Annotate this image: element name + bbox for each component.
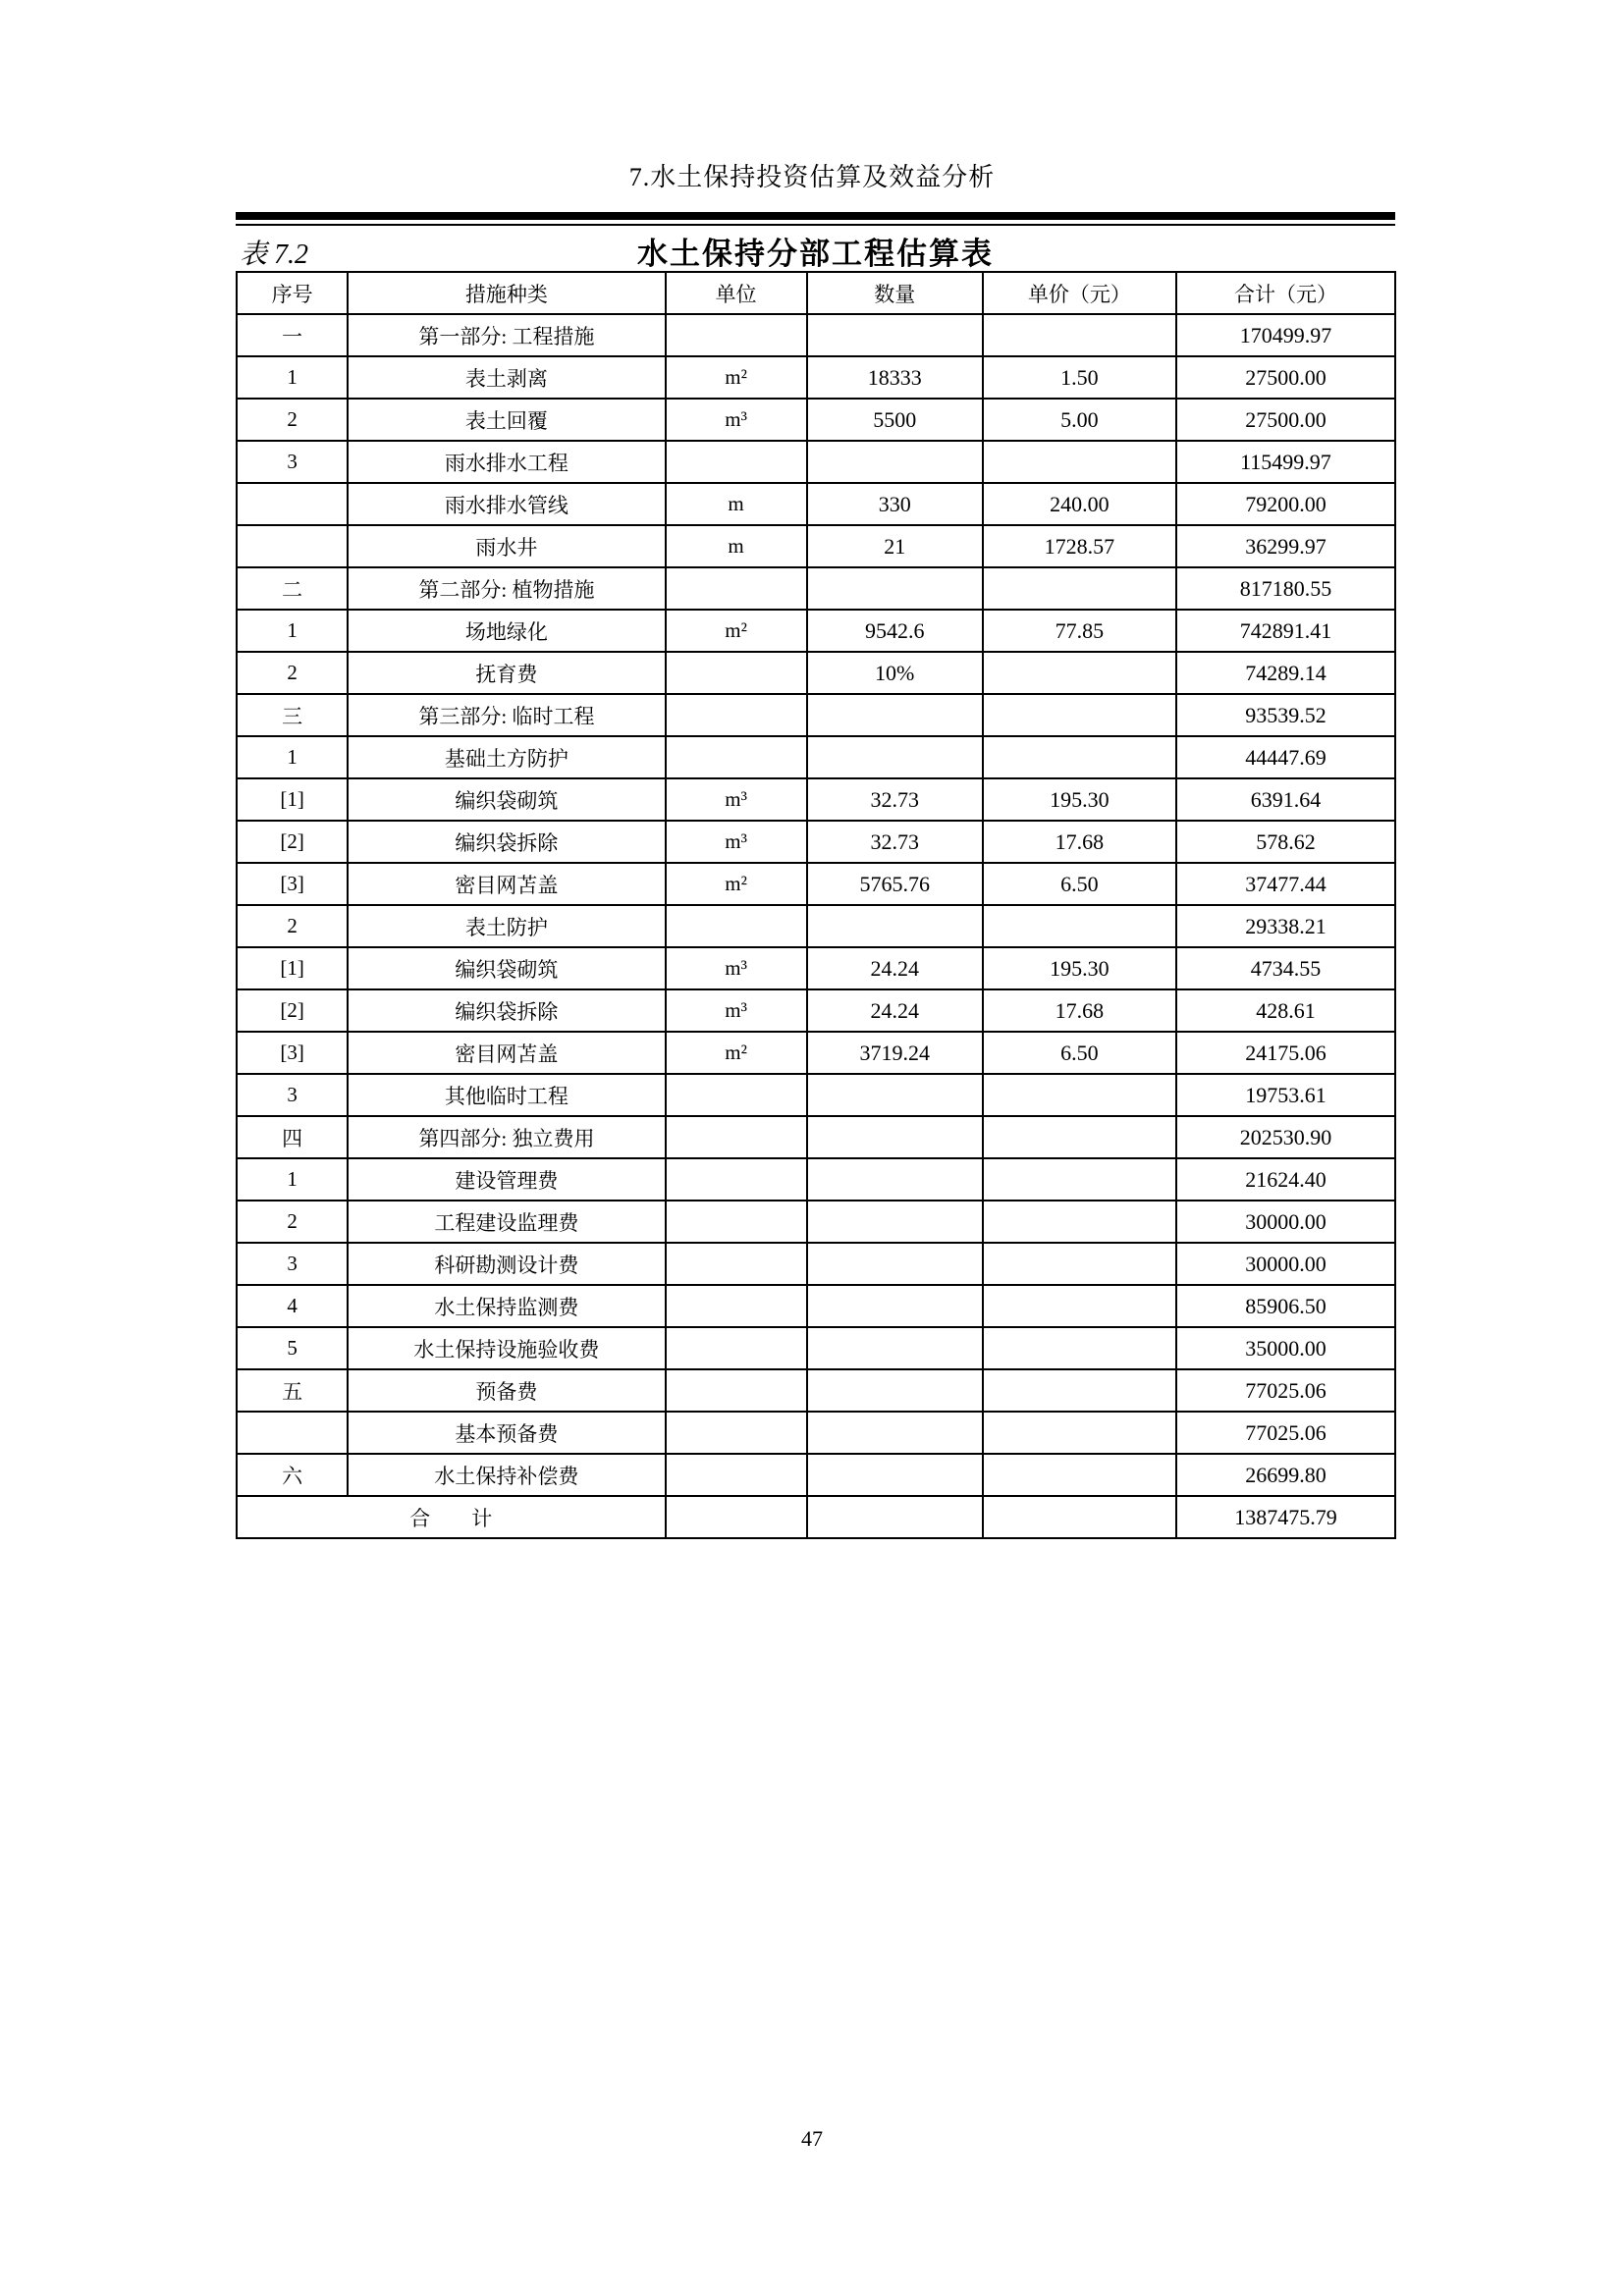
cell-no: 1: [237, 1158, 348, 1201]
cell-unit-price: [983, 694, 1176, 736]
cell-name: 第二部分: 植物措施: [348, 567, 665, 610]
cell-no: [2]: [237, 989, 348, 1032]
cell-total: 30000.00: [1176, 1243, 1395, 1285]
cell-unit: [666, 441, 807, 483]
table-row: [237, 1116, 1395, 1158]
cell-unit-price: 17.68: [983, 989, 1176, 1032]
cell-unit: m²: [666, 863, 807, 905]
cell-name: 合 计: [237, 1496, 666, 1538]
column-header: 单位: [666, 272, 807, 314]
cell-total: 578.62: [1176, 821, 1395, 863]
cell-no: 2: [237, 652, 348, 694]
cell-quantity: 24.24: [807, 947, 983, 989]
cell-total: 1387475.79: [1176, 1496, 1395, 1538]
cell-total: 19753.61: [1176, 1074, 1395, 1116]
cell-total: 202530.90: [1176, 1116, 1395, 1158]
cell-quantity: [807, 1243, 983, 1285]
cell-unit-price: [983, 1116, 1176, 1158]
cell-unit: [666, 694, 807, 736]
cell-unit: m²: [666, 610, 807, 652]
cell-unit: [666, 1158, 807, 1201]
cell-no: [3]: [237, 863, 348, 905]
table-row: [237, 1412, 1395, 1454]
cell-unit-price: [983, 1412, 1176, 1454]
cell-unit: [666, 652, 807, 694]
table-label: 表 7.2: [240, 240, 309, 270]
cell-no: [237, 1412, 348, 1454]
cell-no: 2: [237, 1201, 348, 1243]
cell-no: 2: [237, 399, 348, 441]
cell-no: [237, 525, 348, 567]
cell-quantity: [807, 1496, 983, 1538]
cell-name: 雨水排水管线: [348, 483, 665, 525]
cell-unit: m³: [666, 989, 807, 1032]
table-row: [237, 1243, 1395, 1285]
cell-quantity: [807, 314, 983, 356]
cell-no: 五: [237, 1369, 348, 1412]
cell-name: 科研勘测设计费: [348, 1243, 665, 1285]
cell-unit: m: [666, 483, 807, 525]
cell-total: 21624.40: [1176, 1158, 1395, 1201]
cell-unit: [666, 1243, 807, 1285]
cell-quantity: 10%: [807, 652, 983, 694]
table-row: [237, 1327, 1395, 1369]
cell-no: 三: [237, 694, 348, 736]
table-row: [237, 610, 1395, 652]
cell-unit-price: [983, 1201, 1176, 1243]
cell-unit: m³: [666, 947, 807, 989]
table-row: [237, 694, 1395, 736]
cell-unit: m²: [666, 1032, 807, 1074]
table-row: [237, 947, 1395, 989]
cell-name: 表土防护: [348, 905, 665, 947]
column-header: 措施种类: [348, 272, 665, 314]
table-row: [237, 1369, 1395, 1412]
cell-no: 5: [237, 1327, 348, 1369]
cell-name: 第一部分: 工程措施: [348, 314, 665, 356]
cell-total: 115499.97: [1176, 441, 1395, 483]
table-row: [237, 567, 1395, 610]
table-row: [237, 1158, 1395, 1201]
cell-unit-price: [983, 1158, 1176, 1201]
cell-name: 第三部分: 临时工程: [348, 694, 665, 736]
table-row: [237, 399, 1395, 441]
table-row: [237, 989, 1395, 1032]
cell-unit-price: 195.30: [983, 778, 1176, 821]
cell-unit: [666, 1454, 807, 1496]
cell-total: 74289.14: [1176, 652, 1395, 694]
cell-quantity: [807, 441, 983, 483]
cell-unit-price: 240.00: [983, 483, 1176, 525]
cell-unit-price: 17.68: [983, 821, 1176, 863]
cell-name: 表土回覆: [348, 399, 665, 441]
cell-total: 27500.00: [1176, 399, 1395, 441]
cell-total: 29338.21: [1176, 905, 1395, 947]
cell-name: 密目网苫盖: [348, 863, 665, 905]
cell-unit: [666, 1074, 807, 1116]
cell-unit: [666, 314, 807, 356]
cell-quantity: [807, 1285, 983, 1327]
cell-name: 基础土方防护: [348, 736, 665, 778]
cell-total: 77025.06: [1176, 1369, 1395, 1412]
cell-quantity: [807, 1454, 983, 1496]
cell-unit: m³: [666, 399, 807, 441]
cell-name: 水土保持设施验收费: [348, 1327, 665, 1369]
cell-unit: [666, 1496, 807, 1538]
cell-unit-price: [983, 567, 1176, 610]
cell-unit-price: [983, 1243, 1176, 1285]
table-row: [237, 736, 1395, 778]
chapter-header: 7.水土保持投资估算及效益分析: [628, 163, 996, 191]
cell-quantity: 18333: [807, 356, 983, 399]
cell-name: 编织袋拆除: [348, 821, 665, 863]
cell-name: 预备费: [348, 1369, 665, 1412]
cell-unit-price: [983, 1454, 1176, 1496]
cell-unit-price: [983, 1496, 1176, 1538]
cell-unit-price: 77.85: [983, 610, 1176, 652]
table-row: [237, 483, 1395, 525]
cell-unit-price: [983, 736, 1176, 778]
cell-name: 雨水排水工程: [348, 441, 665, 483]
cell-name: 建设管理费: [348, 1158, 665, 1201]
cell-no: 1: [237, 356, 348, 399]
cell-name: 雨水井: [348, 525, 665, 567]
cell-no: 1: [237, 610, 348, 652]
table-row: [237, 356, 1395, 399]
cell-quantity: [807, 694, 983, 736]
cell-total: 93539.52: [1176, 694, 1395, 736]
cell-total: 79200.00: [1176, 483, 1395, 525]
cell-quantity: [807, 1201, 983, 1243]
cell-name: 第四部分: 独立费用: [348, 1116, 665, 1158]
cell-name: 编织袋拆除: [348, 989, 665, 1032]
cell-no: [3]: [237, 1032, 348, 1074]
cell-name: 编织袋砌筑: [348, 778, 665, 821]
cell-total: 742891.41: [1176, 610, 1395, 652]
cell-no: [1]: [237, 778, 348, 821]
column-header: 单价（元）: [983, 272, 1176, 314]
estimate-table: [236, 271, 1396, 1539]
cell-unit: [666, 736, 807, 778]
cell-name: 密目网苫盖: [348, 1032, 665, 1074]
table-title: 水土保持分部工程估算表: [637, 237, 994, 271]
cell-quantity: [807, 1116, 983, 1158]
cell-total: 30000.00: [1176, 1201, 1395, 1243]
cell-no: 二: [237, 567, 348, 610]
column-header: 数量: [807, 272, 983, 314]
table-row: [237, 863, 1395, 905]
table-row: [237, 821, 1395, 863]
table-row: [237, 778, 1395, 821]
table-row: [237, 905, 1395, 947]
table-row: [237, 1454, 1395, 1496]
cell-total: 44447.69: [1176, 736, 1395, 778]
cell-unit: [666, 1412, 807, 1454]
cell-total: 26699.80: [1176, 1454, 1395, 1496]
cell-unit: [666, 1201, 807, 1243]
cell-quantity: [807, 1369, 983, 1412]
cell-no: [2]: [237, 821, 348, 863]
cell-name: 编织袋砌筑: [348, 947, 665, 989]
cell-no: [237, 483, 348, 525]
cell-unit-price: [983, 652, 1176, 694]
cell-unit-price: 195.30: [983, 947, 1176, 989]
table-row: [237, 314, 1395, 356]
cell-name: 工程建设监理费: [348, 1201, 665, 1243]
cell-total: 35000.00: [1176, 1327, 1395, 1369]
table-row: [237, 525, 1395, 567]
table-row: [237, 1074, 1395, 1116]
cell-name: 水土保持监测费: [348, 1285, 665, 1327]
cell-quantity: 330: [807, 483, 983, 525]
cell-unit-price: 5.00: [983, 399, 1176, 441]
cell-unit-price: [983, 314, 1176, 356]
cell-quantity: [807, 1158, 983, 1201]
cell-total: 85906.50: [1176, 1285, 1395, 1327]
page-number: 47: [801, 2126, 823, 2151]
cell-unit-price: [983, 1327, 1176, 1369]
header-double-rule: [236, 212, 1395, 226]
column-header: 合计（元）: [1176, 272, 1395, 314]
cell-quantity: 24.24: [807, 989, 983, 1032]
cell-unit: m³: [666, 778, 807, 821]
cell-quantity: 3719.24: [807, 1032, 983, 1074]
cell-name: 场地绿化: [348, 610, 665, 652]
cell-unit: [666, 1327, 807, 1369]
table-header-row: [237, 272, 1395, 314]
cell-total: 36299.97: [1176, 525, 1395, 567]
table-row: [237, 652, 1395, 694]
cell-no: 四: [237, 1116, 348, 1158]
cell-total: 4734.55: [1176, 947, 1395, 989]
cell-quantity: 5500: [807, 399, 983, 441]
cell-unit: [666, 567, 807, 610]
cell-unit: m³: [666, 821, 807, 863]
table-body: [237, 314, 1395, 1538]
cell-quantity: [807, 905, 983, 947]
cell-total: 77025.06: [1176, 1412, 1395, 1454]
cell-name: 其他临时工程: [348, 1074, 665, 1116]
cell-name: 表土剥离: [348, 356, 665, 399]
cell-total: 817180.55: [1176, 567, 1395, 610]
cell-unit-price: [983, 905, 1176, 947]
cell-total: 27500.00: [1176, 356, 1395, 399]
cell-unit-price: 6.50: [983, 863, 1176, 905]
cell-total: 170499.97: [1176, 314, 1395, 356]
cell-quantity: [807, 1074, 983, 1116]
cell-unit-price: [983, 1074, 1176, 1116]
cell-unit: m: [666, 525, 807, 567]
cell-no: [1]: [237, 947, 348, 989]
cell-no: 2: [237, 905, 348, 947]
cell-quantity: 9542.6: [807, 610, 983, 652]
cell-unit-price: 6.50: [983, 1032, 1176, 1074]
cell-no: 3: [237, 1074, 348, 1116]
cell-name: 水土保持补偿费: [348, 1454, 665, 1496]
cell-quantity: 32.73: [807, 821, 983, 863]
cell-total: 37477.44: [1176, 863, 1395, 905]
cell-quantity: 32.73: [807, 778, 983, 821]
cell-unit: m²: [666, 356, 807, 399]
column-header: 序号: [237, 272, 348, 314]
cell-no: 3: [237, 441, 348, 483]
cell-quantity: [807, 736, 983, 778]
table-row: [237, 1285, 1395, 1327]
cell-unit: [666, 1285, 807, 1327]
cell-unit-price: 1.50: [983, 356, 1176, 399]
cell-total: 24175.06: [1176, 1032, 1395, 1074]
table-row: [237, 441, 1395, 483]
cell-no: 3: [237, 1243, 348, 1285]
cell-unit-price: 1728.57: [983, 525, 1176, 567]
cell-no: 1: [237, 736, 348, 778]
cell-quantity: [807, 1412, 983, 1454]
cell-no: 4: [237, 1285, 348, 1327]
cell-unit: [666, 1369, 807, 1412]
cell-name: 基本预备费: [348, 1412, 665, 1454]
cell-total: 6391.64: [1176, 778, 1395, 821]
cell-unit: [666, 1116, 807, 1158]
cell-no: 六: [237, 1454, 348, 1496]
table-row: [237, 1032, 1395, 1074]
cell-no: 一: [237, 314, 348, 356]
table-title-row: [236, 229, 1395, 271]
cell-quantity: [807, 567, 983, 610]
cell-unit-price: [983, 1285, 1176, 1327]
cell-quantity: 21: [807, 525, 983, 567]
cell-total: 428.61: [1176, 989, 1395, 1032]
table-row: [237, 1496, 1395, 1538]
cell-quantity: 5765.76: [807, 863, 983, 905]
cell-name: 抚育费: [348, 652, 665, 694]
cell-unit: [666, 905, 807, 947]
table-row: [237, 1201, 1395, 1243]
cell-unit-price: [983, 1369, 1176, 1412]
cell-quantity: [807, 1327, 983, 1369]
cell-unit-price: [983, 441, 1176, 483]
